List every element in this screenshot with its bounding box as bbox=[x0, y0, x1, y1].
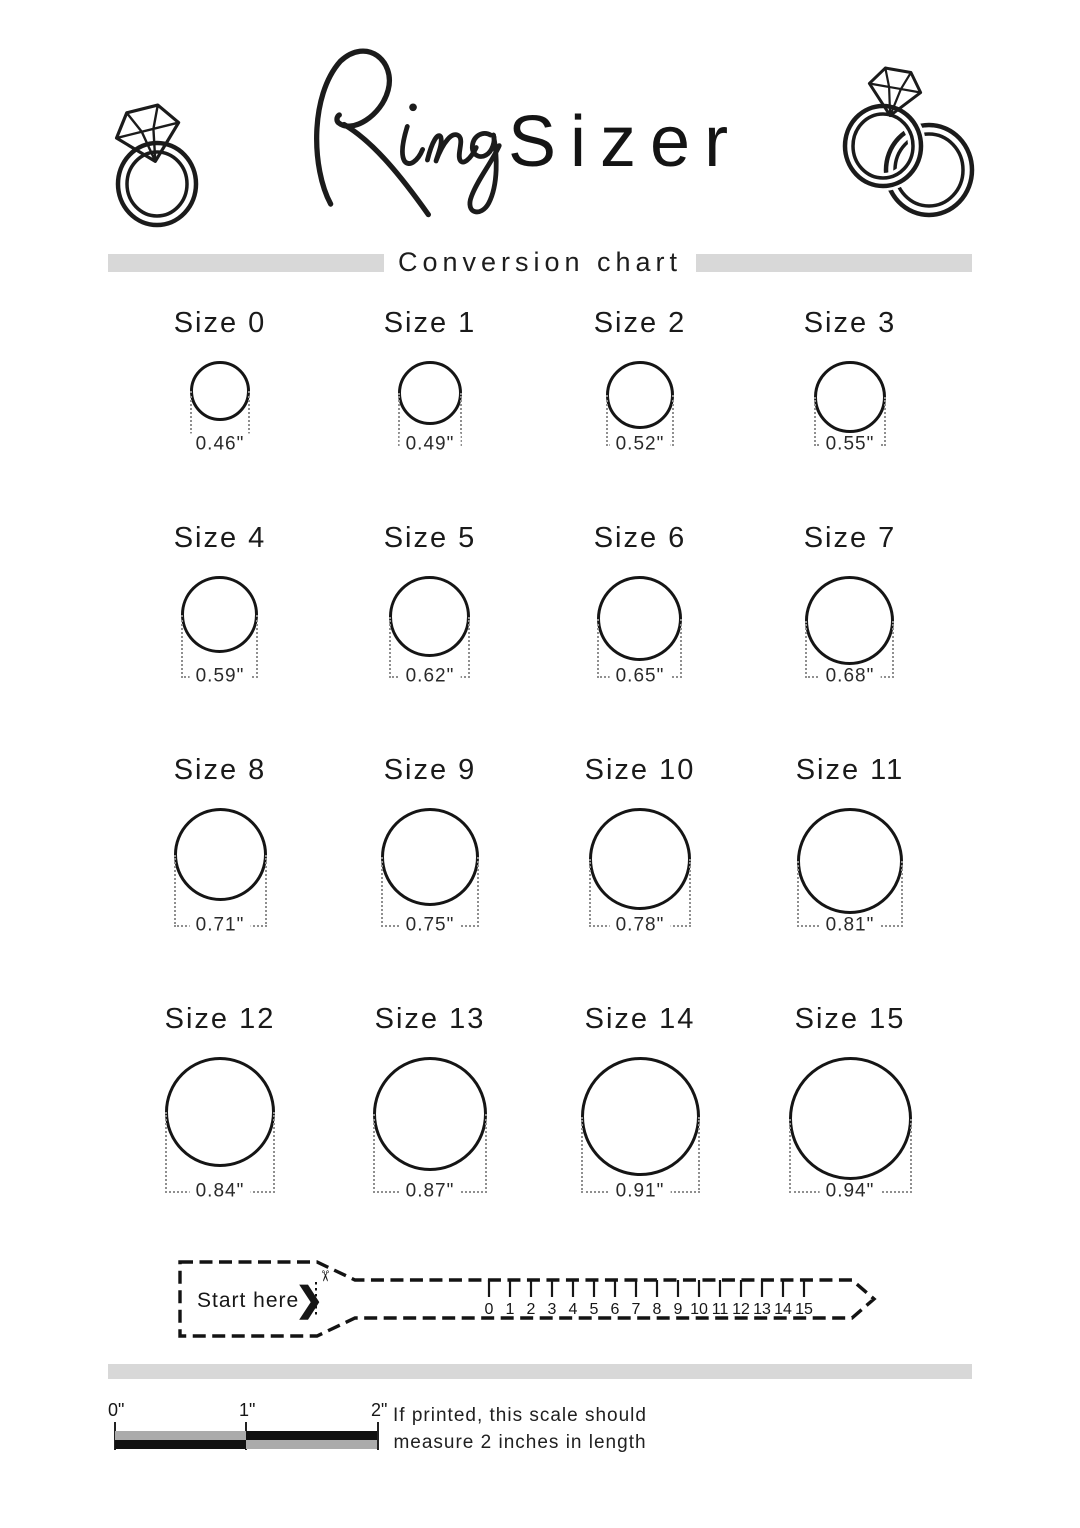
subtitle: Conversion chart bbox=[397, 247, 683, 277]
ring-diagram bbox=[589, 808, 691, 936]
ruler-number: 14 bbox=[774, 1301, 792, 1318]
ring-sizer-strip bbox=[177, 1256, 892, 1342]
size-label: Size 10 bbox=[584, 754, 696, 786]
diameter-label: 0.75" bbox=[400, 914, 461, 936]
ring-diagram bbox=[174, 808, 267, 936]
diamond-ring-icon bbox=[98, 100, 216, 228]
size-cell bbox=[795, 753, 905, 936]
sizes-grid bbox=[115, 306, 955, 1202]
ring-diagram bbox=[597, 576, 682, 687]
scale-label-1: 1" bbox=[239, 1400, 256, 1420]
print-scale-note bbox=[392, 1402, 648, 1456]
diameter-label: 0.49" bbox=[400, 433, 461, 455]
subtitle-bar-left bbox=[108, 254, 384, 272]
ruler-number: 7 bbox=[631, 1301, 641, 1318]
diameter-bracket bbox=[789, 1119, 912, 1202]
diameter-bracket bbox=[589, 859, 691, 936]
diameter-bracket bbox=[190, 391, 250, 455]
ruler-number: 15 bbox=[795, 1301, 813, 1318]
diameter-bracket bbox=[398, 393, 462, 455]
diameter-label: 0.78" bbox=[610, 914, 671, 936]
size-cell bbox=[381, 753, 479, 936]
size-cell bbox=[584, 753, 696, 936]
size-label: Size 9 bbox=[383, 754, 477, 786]
size-cell bbox=[173, 753, 267, 936]
ring-diagram bbox=[181, 576, 258, 687]
ruler-number: 11 bbox=[711, 1301, 729, 1318]
ruler-number: 9 bbox=[673, 1301, 683, 1318]
diameter-bracket bbox=[174, 855, 267, 936]
ring-diagram bbox=[373, 1057, 487, 1202]
ring-diagram bbox=[797, 808, 903, 936]
size-cell bbox=[383, 306, 477, 455]
ring-diagram bbox=[814, 361, 886, 455]
size-label: Size 7 bbox=[803, 522, 897, 554]
page-title: Sizer bbox=[508, 102, 743, 182]
diameter-bracket bbox=[581, 1117, 700, 1202]
size-cell bbox=[383, 521, 477, 687]
diameter-label: 0.62" bbox=[400, 665, 461, 687]
diameter-bracket bbox=[606, 395, 674, 455]
diameter-label: 0.71" bbox=[190, 914, 251, 936]
subtitle-row bbox=[108, 247, 972, 278]
scale-label-0: 0" bbox=[108, 1400, 125, 1420]
title-script-text bbox=[0, 0, 1, 1]
diameter-label: 0.46" bbox=[190, 433, 251, 455]
scale-bar-bottom-left bbox=[115, 1440, 246, 1449]
size-cell bbox=[593, 306, 687, 455]
ring-diagram bbox=[389, 576, 470, 687]
ruler-number: 3 bbox=[547, 1301, 557, 1318]
ring-diagram bbox=[606, 361, 674, 455]
diameter-label: 0.84" bbox=[190, 1180, 251, 1202]
size-label: Size 6 bbox=[593, 522, 687, 554]
size-cell bbox=[789, 1002, 912, 1202]
diameter-bracket bbox=[165, 1112, 275, 1202]
diameter-label: 0.81" bbox=[820, 914, 881, 936]
size-cell bbox=[593, 521, 687, 687]
diameter-label: 0.55" bbox=[820, 433, 881, 455]
diameter-label: 0.68" bbox=[820, 665, 881, 687]
size-label: Size 15 bbox=[794, 1003, 906, 1035]
diameter-bracket bbox=[814, 397, 886, 455]
size-cell bbox=[164, 1002, 276, 1202]
size-label: Size 13 bbox=[374, 1003, 486, 1035]
print-scale-checker bbox=[108, 1400, 388, 1458]
diameter-label: 0.52" bbox=[610, 433, 671, 455]
size-label: Size 3 bbox=[803, 307, 897, 339]
diameter-label: 0.91" bbox=[610, 1180, 671, 1202]
ring-diagram bbox=[581, 1057, 700, 1202]
note-line-1: If printed, this scale should bbox=[393, 1405, 647, 1426]
ring-diagram bbox=[805, 576, 894, 687]
size-label: Size 11 bbox=[795, 754, 905, 786]
diameter-bracket bbox=[181, 615, 258, 687]
scale-label-2: 2" bbox=[371, 1400, 388, 1420]
strip-ruler bbox=[485, 1280, 813, 1318]
ruler-number: 5 bbox=[589, 1301, 599, 1318]
ring-diagram bbox=[165, 1057, 275, 1202]
scissors-icon: ✂ bbox=[316, 1269, 333, 1283]
ring-diagram bbox=[190, 361, 250, 455]
ruler-number: 13 bbox=[753, 1301, 771, 1318]
diameter-bracket bbox=[381, 857, 479, 936]
ring-diagram bbox=[381, 808, 479, 936]
scale-bar-bottom-right bbox=[246, 1440, 377, 1449]
start-here-label: Start here bbox=[197, 1289, 300, 1312]
diameter-bracket bbox=[389, 617, 470, 687]
size-label: Size 12 bbox=[164, 1003, 276, 1035]
diameter-label: 0.94" bbox=[820, 1180, 881, 1202]
title-script-ring bbox=[300, 46, 505, 228]
size-cell bbox=[373, 1002, 487, 1202]
size-label: Size 8 bbox=[173, 754, 267, 786]
ruler-number: 0 bbox=[484, 1301, 494, 1318]
diameter-label: 0.87" bbox=[400, 1180, 461, 1202]
size-label: Size 1 bbox=[383, 307, 477, 339]
diameter-bracket bbox=[373, 1114, 487, 1202]
ruler-number: 4 bbox=[568, 1301, 578, 1318]
ruler-number: 8 bbox=[652, 1301, 662, 1318]
diameter-bracket bbox=[597, 619, 682, 687]
size-cell bbox=[173, 306, 267, 455]
start-here-chevron-icon: ❯ bbox=[295, 1281, 324, 1319]
size-label: Size 14 bbox=[584, 1003, 696, 1035]
subtitle-bar-right bbox=[696, 254, 972, 272]
scale-bar-top-left bbox=[115, 1431, 246, 1440]
size-label: Size 4 bbox=[173, 522, 267, 554]
size-cell bbox=[581, 1002, 700, 1202]
size-label: Size 5 bbox=[383, 522, 477, 554]
bottom-divider-bar bbox=[108, 1364, 972, 1379]
size-cell bbox=[173, 521, 267, 687]
size-cell bbox=[803, 521, 897, 687]
ring-diagram bbox=[789, 1057, 912, 1202]
size-label: Size 0 bbox=[173, 307, 267, 339]
ruler-number: 10 bbox=[690, 1301, 708, 1318]
interlocked-rings-icon bbox=[833, 66, 979, 222]
size-label: Size 2 bbox=[593, 307, 687, 339]
ruler-number: 2 bbox=[526, 1301, 536, 1318]
ring-diagram bbox=[398, 361, 462, 455]
ruler-number: 12 bbox=[732, 1301, 750, 1318]
scale-bar-top-right bbox=[246, 1431, 377, 1440]
diameter-label: 0.65" bbox=[610, 665, 671, 687]
size-cell bbox=[803, 306, 897, 455]
ruler-number: 6 bbox=[610, 1301, 620, 1318]
diameter-bracket bbox=[797, 861, 903, 936]
ruler-number: 1 bbox=[505, 1301, 515, 1318]
scale-tick-2 bbox=[377, 1422, 379, 1450]
note-line-2: measure 2 inches in length bbox=[393, 1432, 647, 1453]
diameter-bracket bbox=[805, 621, 894, 687]
diameter-label: 0.59" bbox=[190, 665, 251, 687]
